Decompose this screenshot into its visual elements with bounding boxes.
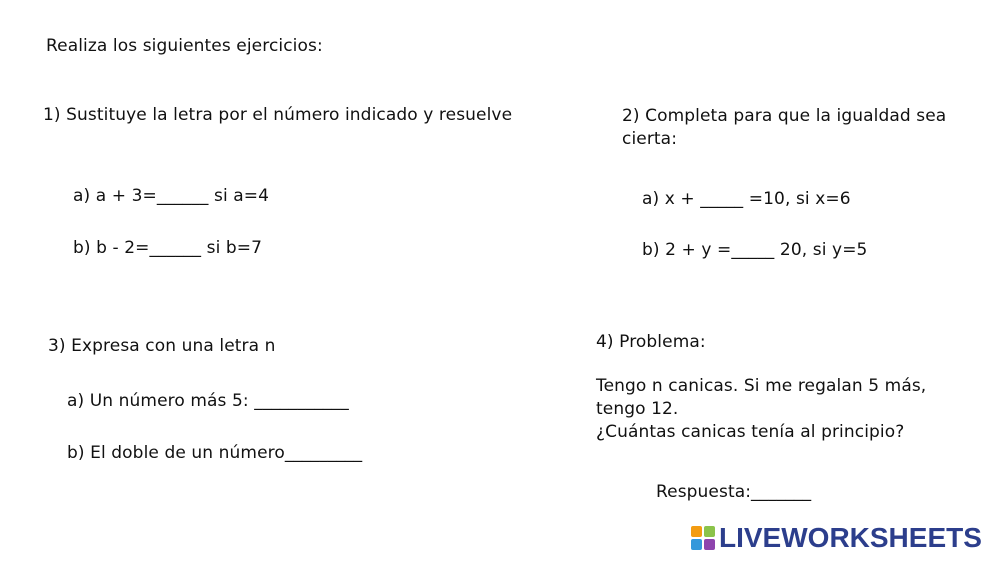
exercise-2-title-line-2: cierta:: [622, 129, 678, 149]
liveworksheets-wordmark: LIVEWORKSHEETS: [719, 522, 982, 553]
exercise-3-item-b: b) El doble de un número_________: [67, 443, 363, 463]
exercise-4-title: 4) Problema:: [596, 332, 706, 352]
exercise-4-line-1: Tengo n canicas. Si me regalan 5 más,: [596, 376, 927, 396]
exercise-4-answer: Respuesta:_______: [656, 482, 812, 502]
exercise-2-item-b: b) 2 + y =_____ 20, si y=5: [642, 240, 868, 260]
exercise-1-title: 1) Sustituye la letra por el número indicado y resuelve: [43, 105, 513, 125]
exercise-2-item-a: a) x + _____ =10, si x=6: [642, 189, 851, 209]
exercise-3-title: 3) Expresa con una letra n: [48, 336, 276, 356]
liveworksheets-logo-icon: [690, 525, 716, 551]
exercise-4-line-3: ¿Cuántas canicas tenía al principio?: [596, 422, 905, 442]
exercise-3-item-a: a) Un número más 5: ___________: [67, 391, 349, 411]
exercise-1-item-a: a) a + 3=______ si a=4: [73, 186, 270, 206]
exercise-4-line-2: tengo 12.: [596, 399, 679, 419]
exercise-1-item-b: b) b - 2=______ si b=7: [73, 238, 263, 258]
liveworksheets-brand[interactable]: [690, 520, 982, 556]
header-instruction: Realiza los siguientes ejercicios:: [46, 36, 323, 56]
exercise-2-title-line-1: 2) Completa para que la igualdad sea: [622, 106, 947, 126]
